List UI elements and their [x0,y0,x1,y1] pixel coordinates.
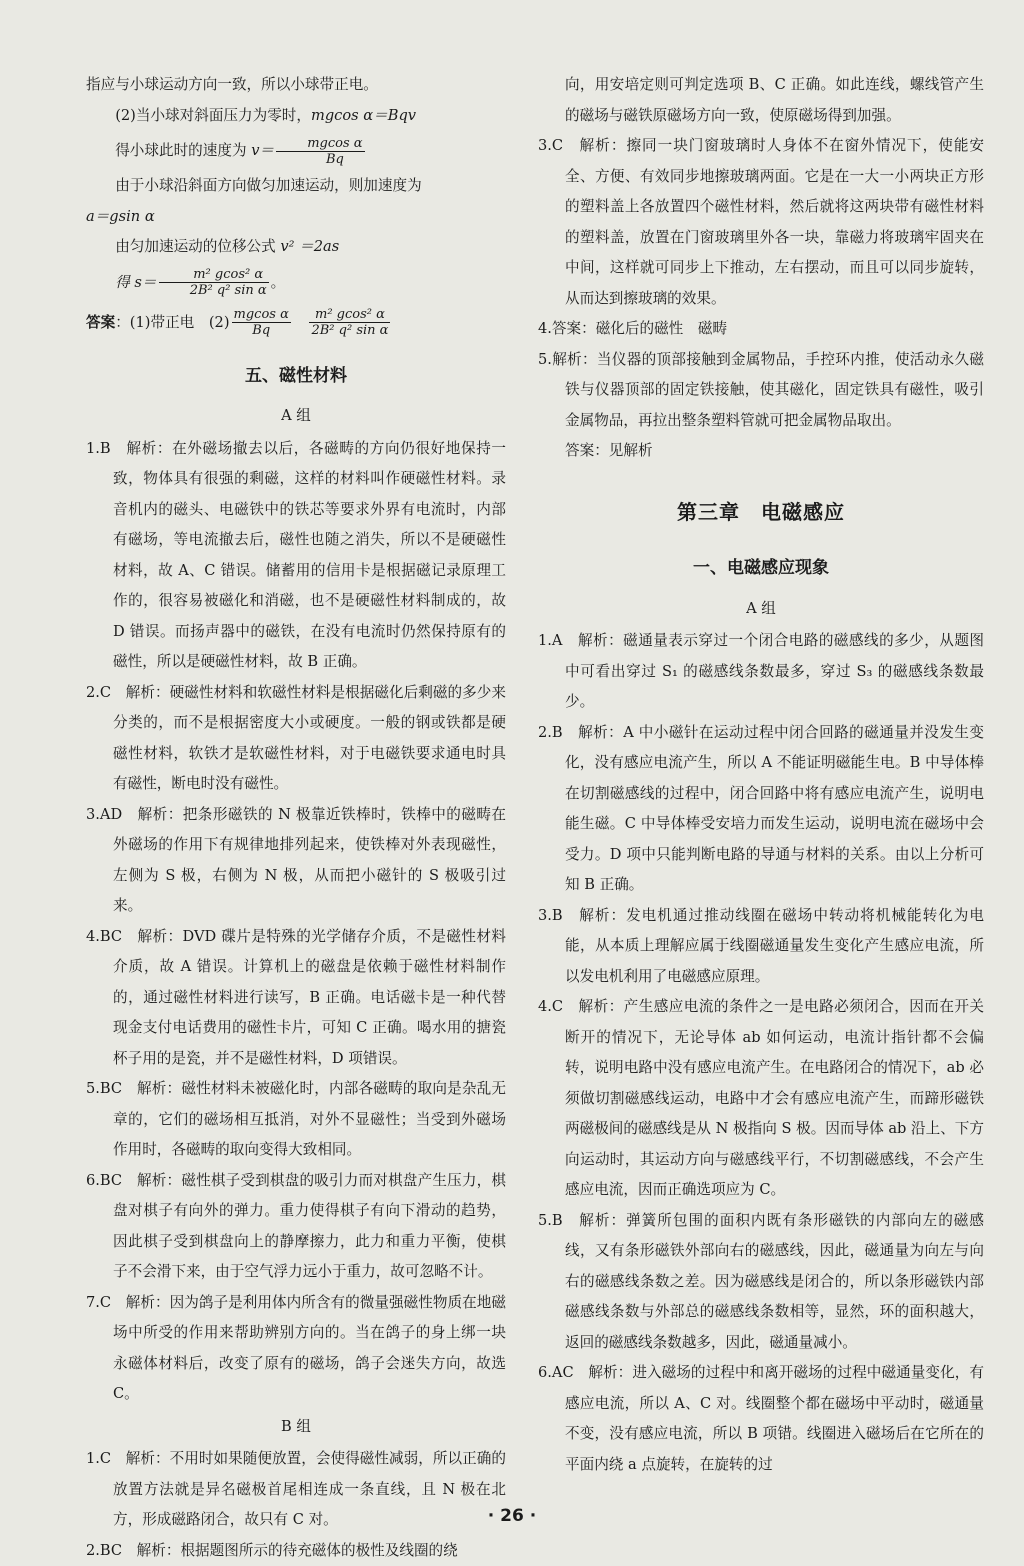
step2-equation: mgcos α＝Bqv [311,107,416,124]
speed-line [86,131,506,171]
list-item: 5.BC 解析：磁性材料未被磁化时，内部各磁畴的取向是杂乱无章的，它们的磁场相互抵消，对外不显磁性；当受到外磁场作用时，各磁畴的取向变得大致相同。 [86,1074,506,1166]
list-item: 4.C 解析：产生感应电流的条件之一是电路必须闭合，因而在开关断开的情况下，无论导体 ab 如何运动，电流计指针都不会偏转，说明电路中没有感应电流产生。在电路闭合的情况下，ab 必须做切割磁感线运动，电路中才会有感应电流产生，而蹄形磁铁两磁极间的磁感线是从 N 极指向 S 极。因而导体 ab 沿上、下方向运动时，其运动方向与磁感线平行，不切割磁感线，不会产生感应电流，因而正确选项应为 C。 [538,992,984,1206]
list-item: 7.C 解析：因为鸽子是利用体内所含有的微量强磁性物质在地磁场中所受的作用来帮助辨别方向的。当在鸽子的身上绑一块永磁体材料后，改变了原有的磁场，鸽子会迷失方向，故选 C。 [86,1288,506,1410]
s-numerator: m² gcos² α [159,267,269,283]
list-item: 6.BC 解析：磁性棋子受到棋盘的吸引力而对棋盘产生压力，棋盘对棋子有向外的弹力。重力使得棋子有向下滑动的趋势，因此棋子受到棋盘向上的静摩擦力，此力和重力平衡，使棋子不会滑下来，由于空气浮力远小于重力，故可忽略不计。 [86,1166,506,1288]
answer-fraction-1-numerator: mgcos α [232,307,291,323]
speed-denominator: Bq [276,152,365,167]
s-denominator: 2B² q² sin α [159,283,269,298]
list-item: 3.C 解析：擦同一块门窗玻璃时人身体不在窗外情况下，使能安全、方便、有效同步地擦玻璃两面。它是在一大一小两块正方形的塑料盖上各放置四个磁性材料，然后就将这两块带有磁性材料的塑料盖，放置在门窗玻璃里外各一块，靠磁力将玻璃牢固夹在中间，这样就可同步上下推动，左右摆动，而且可以同步旋转，从而达到擦玻璃的效果。 [538,131,984,314]
page-number: · 26 · [0,1506,1024,1526]
disp-equation: v² ＝2as [280,238,339,255]
s-lhs: 得 s＝ [115,274,156,291]
list-item: 1.C 解析：不用时如果随便放置，会使得磁性减弱，所以正确的放置方法就是异名磁极首尾相连成一条直线，且 N 极在北方，形成磁路闭合，故只有 C 对。 [86,1444,506,1536]
section-title-magnetic-materials: 五、磁性材料 [86,361,506,392]
answer-fraction-2-numerator: m² gcos² α [309,307,390,323]
section-title-em-induction: 一、电磁感应现象 [538,553,984,584]
chapter-title: 第三章 电磁感应 [538,497,984,528]
speed-lhs: v＝ [251,142,274,159]
answer-fraction-1-denominator: Bq [232,323,291,338]
list-item: 2.B 解析：A 中小磁针在运动过程中闭合回路的磁通量并没发生变化，没有感应电流产生，所以 A 不能证明磁能生电。B 中导体棒在切割磁感线的过程中，闭合回路中将有感应电流产生，说明电能生磁。C 中导体棒受安培力而发生运动，说明电流在磁场中会受力。D 项中只能判断电路的导通与材料的关系。由以上分析可知 B 正确。 [538,718,984,901]
disp-text: 由匀加速运动的位移公式 [115,238,276,255]
answer-fraction-1 [232,307,291,338]
speed-fraction [276,136,365,167]
list-item: 5.解析：当仪器的顶部接触到金属物品，手控环内推，使活动永久磁铁与仪器顶部的固定铁接触，使其磁化，固定铁具有磁性，吸引金属物品，再拉出整条塑料管就可把金属物品取出。 [538,345,984,437]
list-item: 6.AC 解析：进入磁场的过程中和离开磁场的过程中磁通量变化，有感应电流，所以 A、C 对。线圈整个都在磁场中平动时，磁通量不变，没有感应电流，所以 B 项错。线圈进入磁场后在它所在的平面内绕 a 点旋转，在旋转的过 [538,1358,984,1480]
answer-fraction-2 [309,307,390,338]
disp-line [86,232,506,263]
list-item: 5.B 解析：弹簧所包围的面积内既有条形磁铁的内部向左的磁感线，又有条形磁铁外部向右的磁感线，因此，磁通量为向左与向右的磁感线条数之差。因为磁感线是闭合的，所以条形磁铁内部磁感线条数与外部总的磁感线条数相等，显然，环的面积越大，返回的磁感线条数越多，因此，磁通量减小。 [538,1206,984,1359]
list-item: 2.C 解析：硬磁性材料和软磁性材料是根据磁化后剩磁的多少来分类的，而不是根据密度大小或硬度。一般的钢或铁都是硬磁性材料，软铁才是软磁性材料，对于电磁铁要求通电时具有磁性，断电时没有磁性。 [86,678,506,800]
s-tail: 。 [271,274,286,291]
accel-text: 由于小球沿斜面方向做匀加速运动，则加速度为 [86,171,506,202]
answer-part1: ：(1)带正电 (2) [115,314,229,331]
list-item: 3.B 解析：发电机通过推动线圈在磁场中转动将机械能转化为电能，从本质上理解应属于线圈磁通量发生变化产生感应电流，所以发电机利用了电磁感应原理。 [538,901,984,993]
group-b-title: B 组 [86,1412,506,1443]
intro-line: 指应与小球运动方向一致，所以小球带正电。 [86,70,506,101]
answer-label: 答案 [86,314,115,331]
continuation-text: 向，用安培定则可判定选项 B、C 正确。如此连线，螺线管产生的磁场与磁铁原磁场方向一致，使原磁场得到加强。 [538,70,984,131]
step2-text: (2)当小球对斜面压力为零时， [115,107,311,124]
right-column [538,70,984,1480]
list-item: 2.BC 解析：根据题图所示的待充磁体的极性及线圈的绕 [86,1536,506,1566]
group-a-title-right: A 组 [538,594,984,625]
answer-fraction-2-denominator: 2B² q² sin α [309,323,390,338]
accel-equation: a＝gsin α [86,202,506,233]
list-item: 1.B 解析：在外磁场撤去以后，各磁畴的方向仍很好地保持一致，物体具有很强的剩磁，这样的材料叫作硬磁性材料。录音机内的磁头、电磁铁中的铁芯等要求外界有电流时，内部有磁场，等电流撤去后，磁性也随之消失，所以不是硬磁性材料，故 A、C 错误。储蓄用的信用卡是根据磁记录原理工作的，很容易被磁化和消磁，也不是硬磁性材料制成的，故 D 错误。而扬声器中的磁铁，在没有电流时仍然保持原有的磁性，所以是硬磁性材料，故 B 正确。 [86,434,506,678]
answer-line [86,303,506,343]
list-item: 1.A 解析：磁通量表示穿过一个闭合电路的磁感线的多少，从题图中可看出穿过 S₁ 的磁感线条数最多，穿过 S₃ 的磁感线条数最少。 [538,626,984,718]
answer-line-right: 答案：见解析 [538,436,984,467]
list-item: 4.BC 解析：DVD 碟片是特殊的光学储存介质，不是磁性材料介质，故 A 错误。计算机上的磁盘是依赖于磁性材料制作的，通过磁性材料进行读写，B 正确。电话磁卡是一种代替现金支付电话费用的磁性卡片，可知 C 正确。喝水用的搪瓷杯子用的是瓷，并不是磁性材料，D 项错误。 [86,922,506,1075]
left-column [86,70,506,1566]
step2-line [86,101,506,132]
s-fraction [159,267,269,298]
s-line [86,263,506,303]
group-a-title: A 组 [86,401,506,432]
speed-text: 得小球此时的速度为 [115,142,246,159]
list-item: 4.答案：磁化后的磁性 磁畴 [538,314,984,345]
list-item: 3.AD 解析：把条形磁铁的 N 极靠近铁棒时，铁棒中的磁畴在外磁场的作用下有规律地排列起来，使铁棒对外表现磁性，左侧为 S 极，右侧为 N 极，从而把小磁针的 S 极吸引过来。 [86,800,506,922]
speed-numerator: mgcos α [276,136,365,152]
